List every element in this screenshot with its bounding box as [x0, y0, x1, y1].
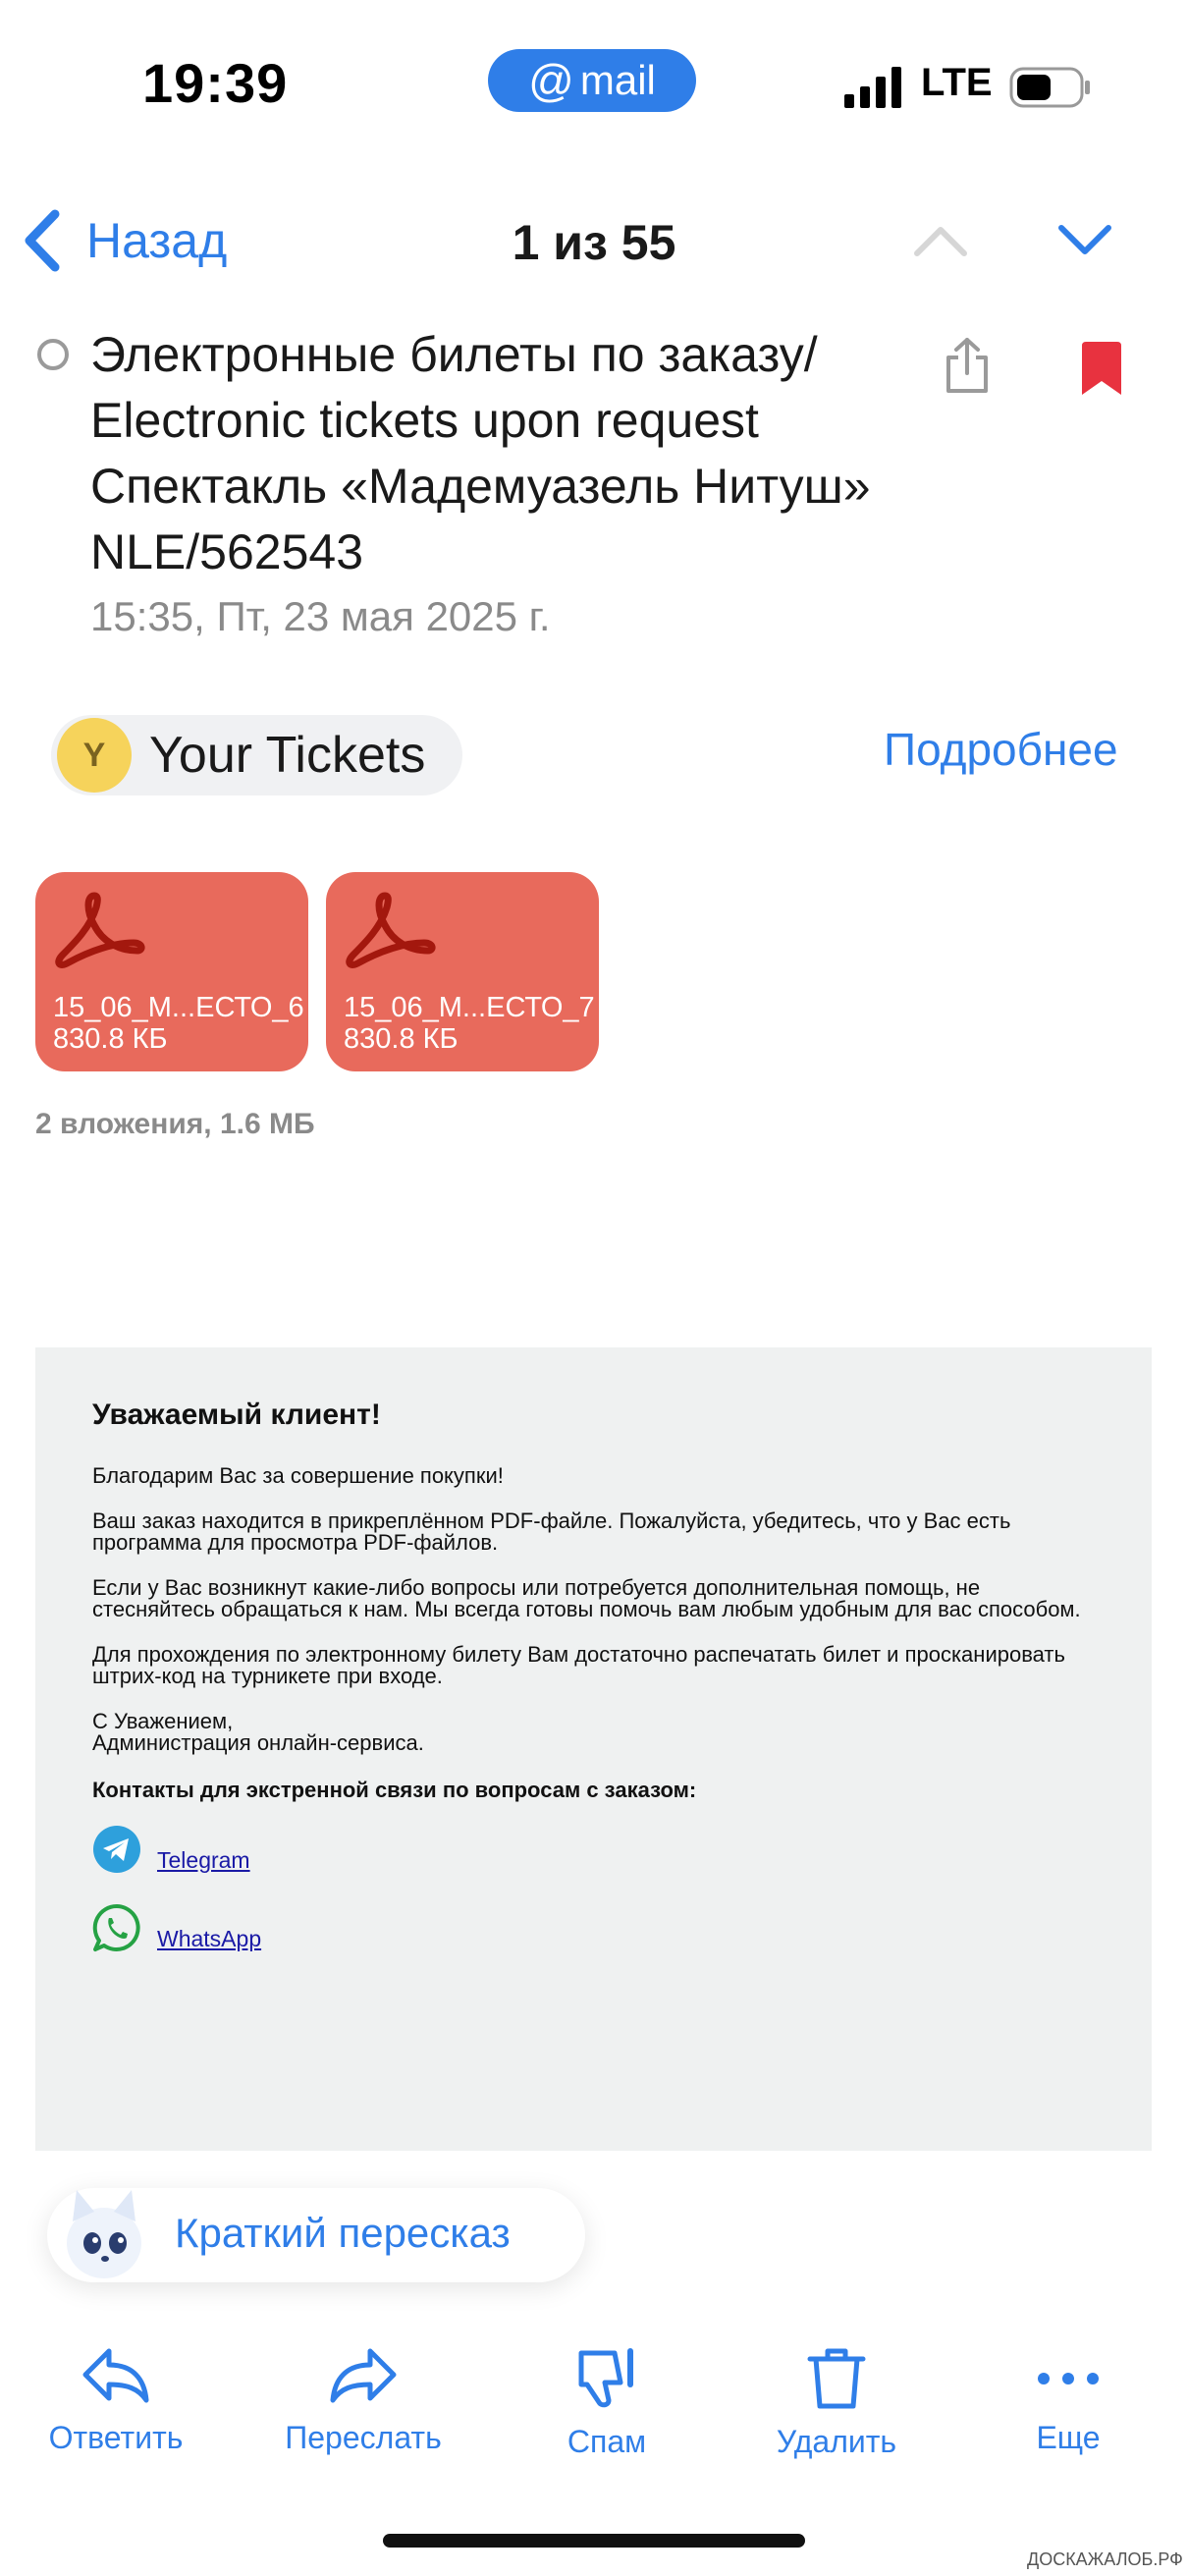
body-paragraph: Если у Вас возникнут какие-либо вопросы или потребуется дополнительная помощь, не стесняйтесь обращаться к нам. Мы всегда готовы помочь вам любым удобным для вас способом. — [92, 1575, 1081, 1621]
mascot-icon — [53, 2182, 161, 2290]
signature-line: С Уважением, — [92, 1709, 234, 1733]
mail-app-pill[interactable] — [488, 49, 696, 112]
message-nav-bar — [0, 196, 1188, 295]
watermark: ДОСКАЖАЛОБ.РФ — [1027, 2549, 1183, 2569]
at-icon: @ — [528, 55, 574, 106]
sender-name: Your Tickets — [149, 727, 426, 784]
message-date: 15:35, Пт, 23 мая 2025 г. — [90, 593, 551, 639]
delete-button[interactable] — [738, 2345, 935, 2460]
body-paragraph: Для прохождения по электронному билету Вам достаточно распечатать билет и просканировать штрих-код на турникете при входе. — [92, 1642, 1065, 1688]
share-icon[interactable] — [943, 336, 992, 395]
more-dots-icon — [1034, 2345, 1103, 2406]
thumbs-down-icon — [575, 2345, 638, 2410]
contact-whatsapp — [92, 1903, 1104, 1952]
body-greeting: Уважаемый клиент! — [92, 1398, 381, 1431]
status-bar — [0, 0, 1188, 177]
attachment-name: 15_06_М...ЕСТО_7 — [344, 992, 595, 1023]
unread-status-icon[interactable] — [37, 339, 69, 370]
battery-icon — [1009, 67, 1092, 108]
status-time: 19:39 — [142, 52, 289, 114]
mail-app-label: mail — [579, 57, 656, 103]
attachment-card[interactable] — [326, 872, 599, 1071]
body-signature — [92, 1711, 1104, 1754]
attachment-card[interactable] — [35, 872, 308, 1071]
network-type: LTE — [921, 61, 993, 104]
more-label: Еще — [1036, 2420, 1101, 2455]
message-content — [92, 1398, 1104, 1982]
avatar: Y — [57, 718, 132, 793]
message-counter: 1 из 55 — [512, 215, 676, 270]
attachment-name: 15_06_М...ЕСТО_6 — [53, 992, 304, 1023]
message-body — [35, 1347, 1152, 2151]
attachment-size: 830.8 КБ — [53, 1023, 168, 1055]
home-indicator[interactable] — [383, 2534, 805, 2548]
reply-icon — [81, 2345, 150, 2406]
pdf-file-icon — [51, 890, 145, 972]
telegram-icon — [92, 1825, 141, 1874]
chevron-up-icon[interactable] — [913, 224, 968, 257]
spam-button[interactable] — [509, 2345, 705, 2460]
trash-icon — [806, 2345, 867, 2410]
delete-label: Удалить — [776, 2424, 897, 2459]
reply-label: Ответить — [48, 2420, 184, 2455]
signal-icon — [844, 67, 903, 108]
signature-line: Администрация онлайн-сервиса. — [92, 1730, 424, 1755]
details-link[interactable]: Подробнее — [884, 724, 1118, 775]
back-label: Назад — [86, 213, 228, 268]
pdf-file-icon — [342, 890, 436, 972]
body-paragraph: Благодарим Вас за совершение покупки! — [92, 1463, 504, 1488]
whatsapp-icon — [92, 1903, 141, 1952]
more-button[interactable] — [970, 2345, 1166, 2456]
body-paragraph: Ваш заказ находится в прикреплённом PDF-файле. Пожалуйста, убедитесь, что у Вас есть программа для просмотра PDF-файлов. — [92, 1508, 1011, 1555]
attachments-summary: 2 вложения, 1.6 МБ — [35, 1108, 315, 1140]
sender-chip[interactable] — [51, 715, 462, 795]
chevron-down-icon[interactable] — [1057, 224, 1112, 257]
bookmark-icon[interactable] — [1078, 340, 1125, 397]
summary-button[interactable] — [47, 2188, 585, 2282]
attachment-size: 830.8 КБ — [344, 1023, 459, 1055]
reply-button[interactable] — [18, 2345, 214, 2456]
telegram-link[interactable]: Telegram — [157, 1847, 250, 1873]
forward-icon — [329, 2345, 398, 2406]
forward-label: Переслать — [285, 2420, 442, 2455]
whatsapp-link[interactable]: WhatsApp — [157, 1926, 262, 1951]
contacts-title: Контакты для экстренной связи по вопросам с заказом: — [92, 1778, 697, 1802]
message-subject: Электронные билеты по заказу/ Electronic tickets upon request Спектакль «Мадемуазель Нитуш» NLE/562543 — [90, 327, 871, 579]
spam-label: Спам — [567, 2424, 647, 2459]
forward-button[interactable] — [265, 2345, 461, 2456]
summary-label: Краткий пересказ — [175, 2210, 511, 2256]
contact-telegram — [92, 1825, 1104, 1874]
